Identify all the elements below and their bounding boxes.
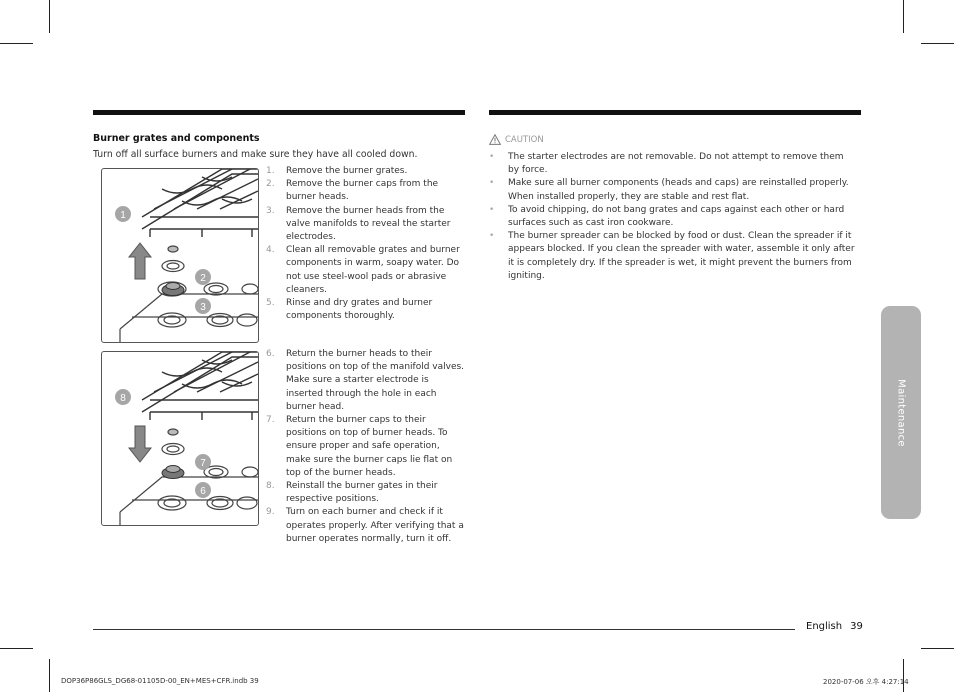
step-number: 4. xyxy=(266,245,275,256)
crop-mark xyxy=(0,43,33,44)
list-item xyxy=(266,348,466,414)
section-side-tab[interactable] xyxy=(881,306,921,519)
list-item xyxy=(266,506,466,546)
crop-mark xyxy=(0,648,33,649)
page-footer xyxy=(806,621,863,632)
step-number: 9. xyxy=(266,507,275,518)
callout-label: 6 xyxy=(200,486,206,497)
callout-label: 7 xyxy=(200,458,206,469)
list-item xyxy=(266,297,466,323)
callout-2 xyxy=(195,269,211,285)
caution-title: CAUTION xyxy=(505,134,544,145)
side-tab-label: Maintenance xyxy=(895,378,907,447)
list-item xyxy=(266,205,466,245)
step-text: Turn on each burner and check if it operates properly. After verifying that a burner operates normally, turn it off. xyxy=(286,507,464,544)
bullet-icon: • xyxy=(489,178,495,189)
crop-mark xyxy=(49,659,50,692)
list-item xyxy=(266,165,466,178)
bullet-icon: • xyxy=(489,231,495,242)
callout-label: 2 xyxy=(200,273,206,284)
removal-illustration xyxy=(101,168,259,343)
cooktop-removal-drawing xyxy=(102,169,258,342)
crop-mark xyxy=(921,43,954,44)
list-item xyxy=(266,244,466,297)
step-number: 7. xyxy=(266,415,275,426)
step-number: 5. xyxy=(266,298,275,309)
caution-text: To avoid chipping, do not bang grates and caps against each other or hard surfaces such as cast iron cookware. xyxy=(508,204,845,229)
step-text: Remove the burner heads from the valve manifolds to reveal the starter electrodes. xyxy=(286,205,451,243)
list-item xyxy=(489,204,857,230)
list-item xyxy=(489,151,857,177)
step-number: 3. xyxy=(266,205,275,216)
step-number: 2. xyxy=(266,179,275,190)
callout-label: 1 xyxy=(120,210,126,221)
list-item xyxy=(489,177,857,203)
caution-heading xyxy=(489,134,544,145)
step-text: Remove the burner grates. xyxy=(286,166,408,176)
bullet-icon: • xyxy=(489,152,495,162)
caution-text: The starter electrodes are not removable. Do not attempt to remove them by force. xyxy=(508,152,844,176)
step-text: Clean all removable grates and burner components in warm, soapy water. Do not use steel-wool pads or abrasive cleaners. xyxy=(286,245,460,295)
list-item xyxy=(266,178,466,204)
callout-7 xyxy=(195,454,211,470)
caution-text: The burner spreader can be blocked by food or dust. Clean the spreader if it appears blocked. If you clean the spreader with water, assemble it only after it is completely dry. If the spreader is wet, it might prevent the burners from igniting. xyxy=(508,231,855,281)
bullet-icon: • xyxy=(489,204,495,215)
step-text: Rinse and dry grates and burner components thoroughly. xyxy=(286,298,433,322)
callout-3 xyxy=(195,298,211,314)
caution-list xyxy=(489,151,857,283)
step-number: 1. xyxy=(266,166,275,176)
cooktop-install-drawing xyxy=(102,352,258,525)
list-item xyxy=(266,480,466,506)
up-arrow-icon xyxy=(129,243,151,279)
step-number: 8. xyxy=(266,481,275,492)
callout-8 xyxy=(115,389,131,405)
crop-mark xyxy=(903,659,904,692)
installation-illustration xyxy=(101,351,259,526)
step-text: Reinstall the burner gates in their respective positions. xyxy=(286,481,438,505)
crop-mark xyxy=(903,0,904,33)
section-heading: Burner grates and components xyxy=(93,133,260,144)
print-slug-timestamp: 2020-07-06 오후 4:27:14 xyxy=(823,678,909,686)
section-intro: Turn off all surface burners and make sure they have all cooled down. xyxy=(93,149,418,160)
page-number: 39 xyxy=(850,621,863,632)
crop-mark xyxy=(921,648,954,649)
left-header-bar xyxy=(93,110,465,115)
removal-steps xyxy=(266,165,466,323)
caution-text: Make sure all burner components (heads and caps) are reinstalled properly. When installed properly, they are stable and rest flat. xyxy=(508,178,849,202)
footer-rule xyxy=(93,629,795,630)
footer-language: English xyxy=(806,621,843,632)
callout-1 xyxy=(115,206,131,222)
step-text: Return the burner heads to their positions on top of the manifold valves. Make sure a starter electrode is inserted through the hole in each burner head. xyxy=(286,349,465,412)
right-header-bar xyxy=(489,110,861,115)
callout-6 xyxy=(195,482,211,498)
list-item xyxy=(489,230,857,283)
step-number: 6. xyxy=(266,349,275,359)
callout-label: 3 xyxy=(200,302,206,313)
down-arrow-icon xyxy=(129,426,151,462)
warning-triangle-icon xyxy=(489,134,501,145)
list-item xyxy=(266,414,466,480)
callout-label: 8 xyxy=(120,393,126,404)
print-slug-file: DOP36P86GLS_DG68-01105D-00_EN+MES+CFR.indb 39 xyxy=(61,677,259,685)
step-text: Return the burner caps to their positions on top of burner heads. To ensure proper and safe operation, make sure the burner caps lie flat on top of the burner heads. xyxy=(286,415,453,478)
step-text: Remove the burner caps from the burner heads. xyxy=(286,179,439,203)
crop-mark xyxy=(49,0,50,33)
install-steps xyxy=(266,348,466,546)
